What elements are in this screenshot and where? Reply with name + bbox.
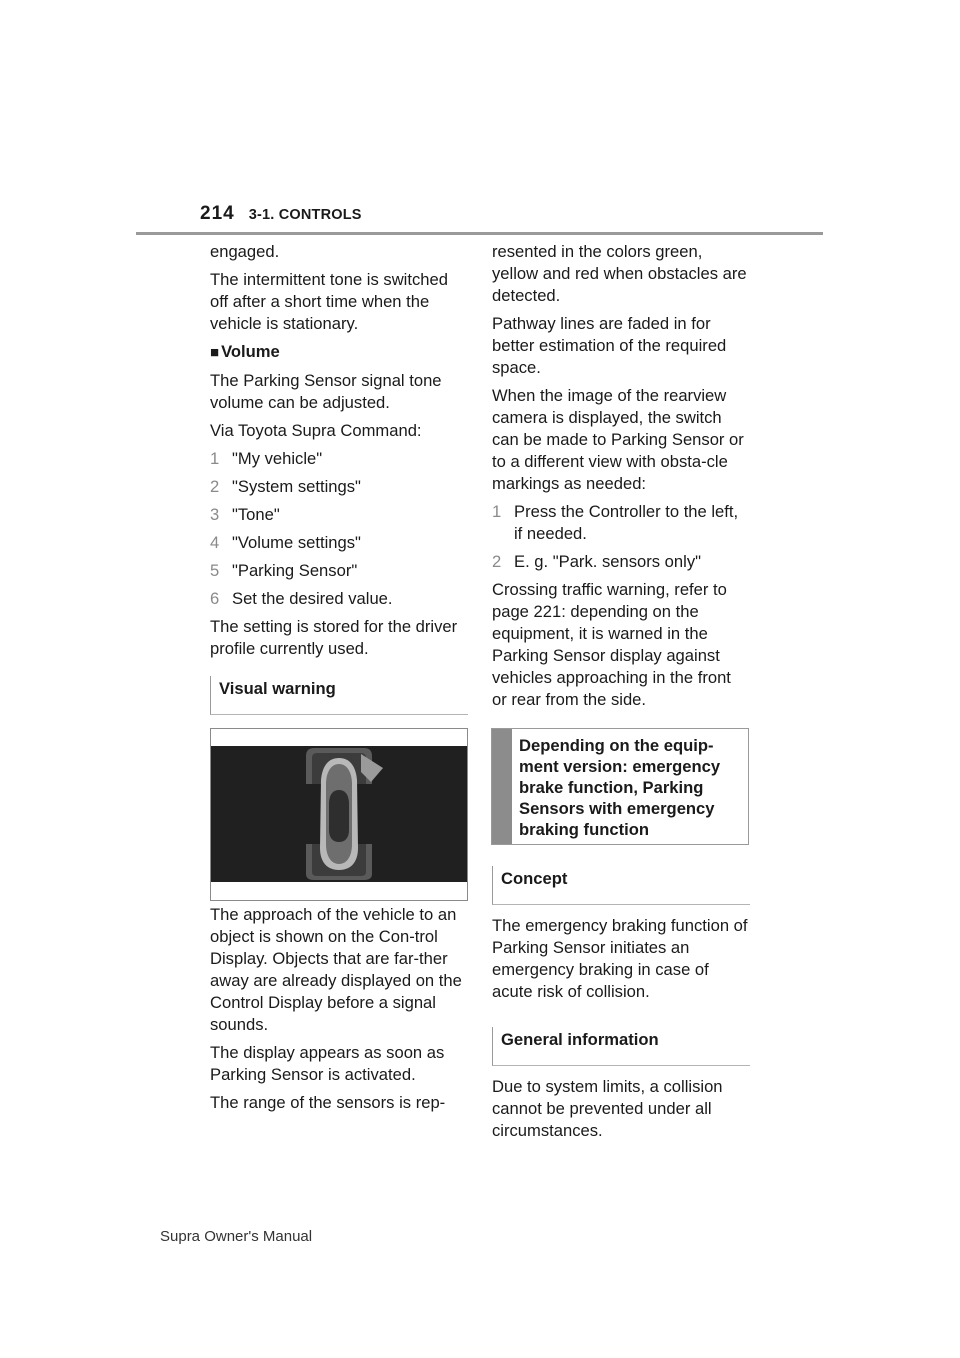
paragraph: engaged. <box>210 242 280 261</box>
paragraph: Via Toyota Supra Command: <box>210 421 422 440</box>
paragraph: Due to system limits, a collision cannot be prevented under all circumstances. <box>492 1077 723 1140</box>
visual-warning-heading: Visual warning <box>210 676 468 715</box>
volume-steps <box>210 448 468 610</box>
paragraph: The setting is stored for the driver profile currently used. <box>210 617 458 658</box>
left-column <box>210 241 468 721</box>
right-column <box>492 241 750 717</box>
page-number: 214 <box>200 203 235 224</box>
paragraph: resented in the colors green, yellow and red when obstacles are detected. <box>492 242 747 305</box>
header-rule <box>136 232 823 235</box>
list-item: 5 "Parking Sensor" <box>210 561 358 580</box>
paragraph: The approach of the vehicle to an object is shown on the Con-trol Display. Objects that are far-ther away are already displayed on the Control Display before a signal sounds. <box>210 905 462 1034</box>
page-footer: Supra Owner's Manual <box>160 1228 313 1245</box>
list-item: 2 E. g. "Park. sensors only" <box>492 552 702 571</box>
callout-text: Depending on the equip-ment version: emergency brake function, Parking Sensors with emergency braking function <box>519 736 721 839</box>
page-header <box>200 203 362 227</box>
list-item: 2 "System settings" <box>210 477 361 496</box>
list-item: 3 "Tone" <box>210 505 280 524</box>
callout-bar <box>492 729 512 844</box>
list-item: 1 "My vehicle" <box>210 449 323 468</box>
right-column-continued <box>492 866 750 1148</box>
list-item: 4 "Volume settings" <box>210 533 361 552</box>
paragraph: The display appears as soon as Parking Sensor is activated. <box>210 1043 445 1084</box>
paragraph: When the image of the rearview camera is displayed, the switch can be made to Parking Sensor or to a different view with obsta-cle markings as needed: <box>492 386 744 493</box>
square-bullet-icon: ■ <box>210 344 220 361</box>
general-information-heading: General information <box>492 1027 750 1066</box>
volume-heading: ■ Volume <box>210 342 280 361</box>
paragraph: The emergency braking function of Parking Sensor initiates an emergency braking in case of acute risk of collision. <box>492 916 748 1001</box>
paragraph: The intermittent tone is switched off after a short time when the vehicle is stationary. <box>210 270 448 333</box>
paragraph: The range of the sensors is rep- <box>210 1093 446 1112</box>
list-item: 1 Press the Controller to the left, if needed. <box>492 502 739 543</box>
section-title: 3-1. CONTROLS <box>248 207 362 223</box>
car-sensor-icon <box>211 746 467 882</box>
view-switch-steps <box>492 501 750 573</box>
equipment-callout <box>491 728 749 845</box>
paragraph: Crossing traffic warning, refer to page 221: depending on the equipment, it is warned in the Parking Sensor display against vehicles approaching in the front or rear from the side. <box>492 580 731 709</box>
list-item: 6 Set the desired value. <box>210 589 393 608</box>
car-silhouette <box>320 758 358 870</box>
left-column-continued <box>210 904 468 1120</box>
paragraph: The Parking Sensor signal tone volume can be adjusted. <box>210 371 442 412</box>
control-display <box>211 746 467 882</box>
paragraph: Pathway lines are faded in for better estimation of the required space. <box>492 314 727 377</box>
concept-heading: Concept <box>492 866 750 905</box>
parking-sensor-display-figure <box>210 728 468 901</box>
